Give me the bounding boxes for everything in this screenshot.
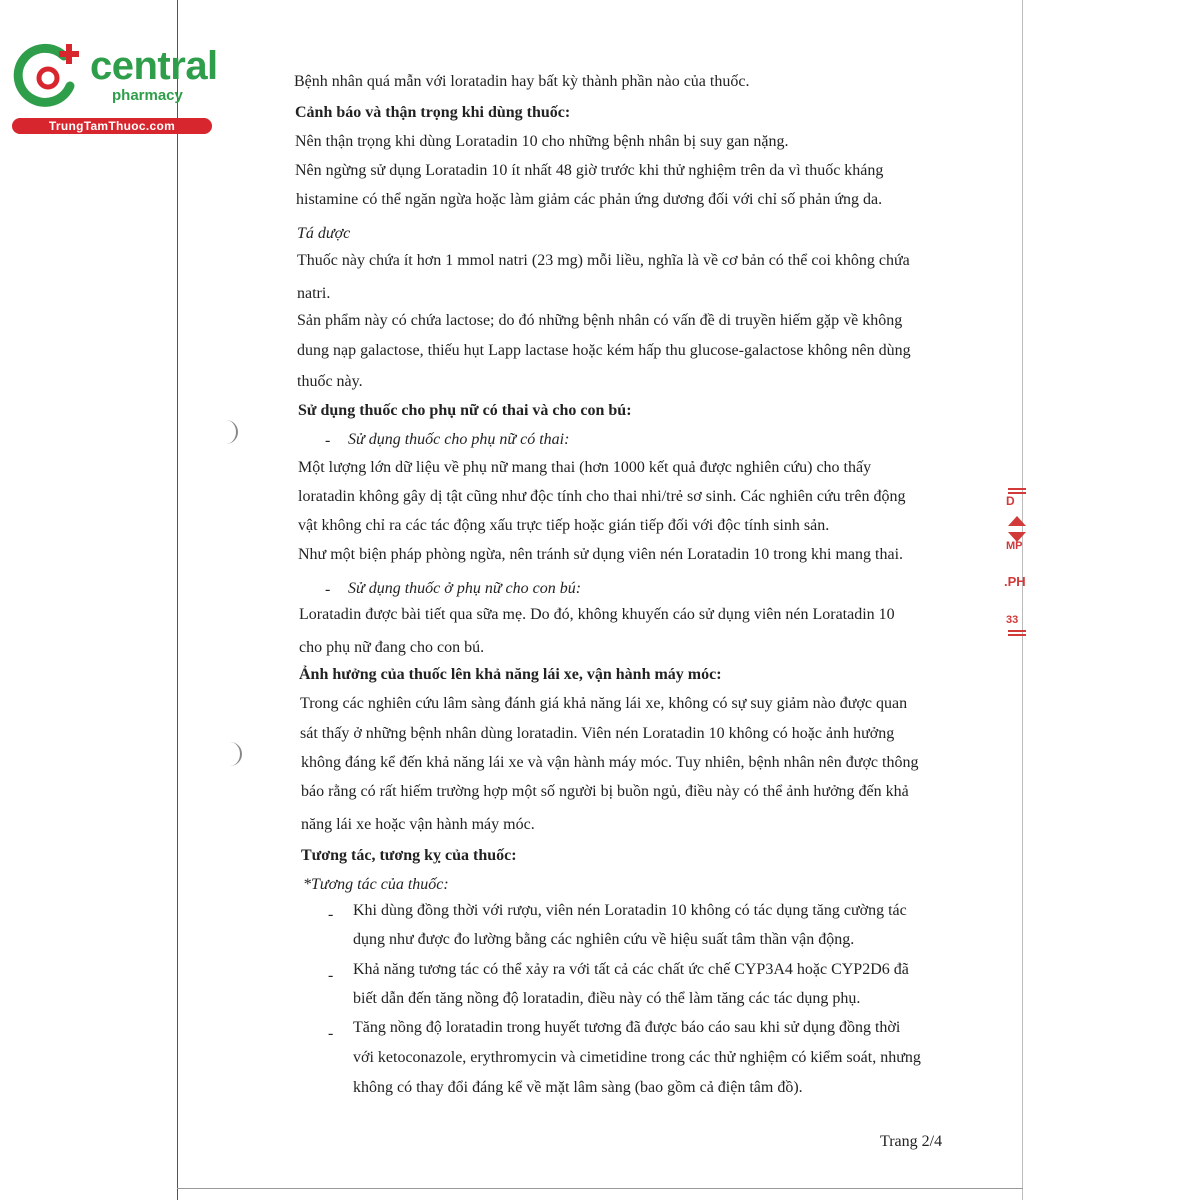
subheading-breastfeeding: Sử dụng thuốc ở phụ nữ cho con bú:: [348, 580, 582, 597]
page-number: Trang 2/4: [880, 1133, 943, 1150]
subheading-drug-interactions: *Tương tác của thuốc:: [303, 876, 449, 893]
text-line: với ketoconazole, erythromycin và cimetidine trong các thử nghiệm có kiểm soát, nhưng: [353, 1049, 921, 1066]
bullet-dash: -: [328, 967, 334, 984]
text-line: thuốc này.: [297, 373, 363, 390]
text-line: không đáng kể đến khả năng lái xe và vận hành máy móc. Tuy nhiên, bệnh nhân nên được thông: [301, 754, 919, 771]
section-heading-warnings: Cảnh báo và thận trọng khi dùng thuốc:: [295, 104, 571, 121]
text-line: Khả năng tương tác có thể xảy ra với tất cả các chất ức chế CYP3A4 hoặc CYP2D6 đã: [353, 961, 909, 978]
logo-brand-name: central: [90, 44, 218, 88]
text-line: Một lượng lớn dữ liệu về phụ nữ mang thai (hơn 1000 kết quả được nghiên cứu) cho thấy: [298, 459, 872, 476]
subheading-excipients: Tá dược: [297, 225, 351, 242]
section-heading-pregnancy: Sử dụng thuốc cho phụ nữ có thai và cho con bú:: [298, 402, 632, 419]
text-line: Tăng nồng độ loratadin trong huyết tương đã được báo cáo sau khi sử dụng đồng thời: [353, 1019, 901, 1036]
bullet-dash: -: [328, 1025, 334, 1042]
text-line: Bệnh nhân quá mẫn với loratadin hay bất kỳ thành phần nào của thuốc.: [294, 73, 750, 90]
bullet-dash: -: [328, 906, 334, 923]
section-heading-interactions: Tương tác, tương kỵ của thuốc:: [301, 847, 517, 864]
text-line: Như một biện pháp phòng ngừa, nên tránh sử dụng viên nén Loratadin 10 trong khi mang thai.: [298, 546, 904, 563]
text-line: Nên thận trọng khi dùng Loratadin 10 cho những bệnh nhân bị suy gan nặng.: [295, 133, 789, 150]
logo-brand-subtitle: pharmacy: [112, 87, 183, 104]
text-line: Sản phẩm này có chứa lactose; do đó những bệnh nhân có vấn đề di truyền hiếm gặp về không: [297, 312, 903, 329]
text-line: cho phụ nữ đang cho con bú.: [299, 639, 485, 656]
text-line: Thuốc này chứa ít hơn 1 mmol natri (23 mg) mỗi liều, nghĩa là về cơ bản có thể coi không chứa: [297, 252, 910, 269]
subheading-pregnancy: Sử dụng thuốc cho phụ nữ có thai:: [348, 431, 570, 448]
stamp-text: MP: [1006, 540, 1023, 552]
text-line: dung nạp galactose, thiếu hụt Lapp lactase hoặc kém hấp thu glucose-galactose không nên dùng: [297, 342, 911, 359]
stamp-text: 33: [1006, 614, 1019, 626]
text-line: báo rằng có rất hiếm trường hợp một số người bị buồn ngủ, điều này có thể ảnh hưởng đến khả: [301, 783, 909, 800]
text-line: Nên ngừng sử dụng Loratadin 10 ít nhất 48 giờ trước khi thử nghiệm trên da vì thuốc kháng: [295, 162, 884, 179]
text-line: Loratadin được bài tiết qua sữa mẹ. Do đó, không khuyến cáo sử dụng viên nén Loratadin 10: [299, 606, 895, 623]
stamp-text: .PH: [1004, 574, 1026, 589]
text-line: dụng như được đo lường bằng các nghiên cứu về hiệu suất tâm thần vận động.: [353, 931, 855, 948]
text-line: histamine có thể ngăn ngừa hoặc làm giảm các phản ứng dương đối với chỉ số phản ứng da.: [296, 191, 883, 208]
text-line: loratadin không gây dị tật cũng như độc tính cho thai nhi/trẻ sơ sinh. Các nghiên cứu trên động: [298, 488, 906, 505]
text-line: không có thay đổi đáng kể về mặt lâm sàng (bao gồm cả điện tâm đồ).: [353, 1079, 803, 1096]
bullet-dash: -: [325, 581, 331, 598]
text-line: biết dẫn đến tăng nồng độ loratadin, điều này có thể làm tăng các tác dụng phụ.: [353, 990, 861, 1007]
text-line: Trong các nghiên cứu lâm sàng đánh giá khả năng lái xe, không có sự suy giảm nào được quan: [300, 695, 908, 712]
text-line: Khi dùng đồng thời với rượu, viên nén Loratadin 10 không có tác dụng tăng cường tác: [353, 902, 907, 919]
text-line: natri.: [297, 285, 331, 302]
text-line: vật không chỉ ra các tác động xấu trực tiếp hoặc gián tiếp đối với độc tính sinh sản.: [298, 517, 830, 534]
bullet-dash: -: [325, 432, 331, 449]
text-line: năng lái xe hoặc vận hành máy móc.: [301, 816, 535, 833]
section-heading-driving: Ảnh hưởng của thuốc lên khả năng lái xe, vận hành máy móc:: [299, 666, 722, 683]
logo-website-link[interactable]: TrungTamThuoc.com: [12, 118, 212, 134]
stamp-text: D: [1006, 494, 1015, 508]
text-line: sát thấy ở những bệnh nhân dùng loratadin. Viên nén Loratadin 10 không có hoặc ảnh hưởng: [300, 725, 895, 742]
